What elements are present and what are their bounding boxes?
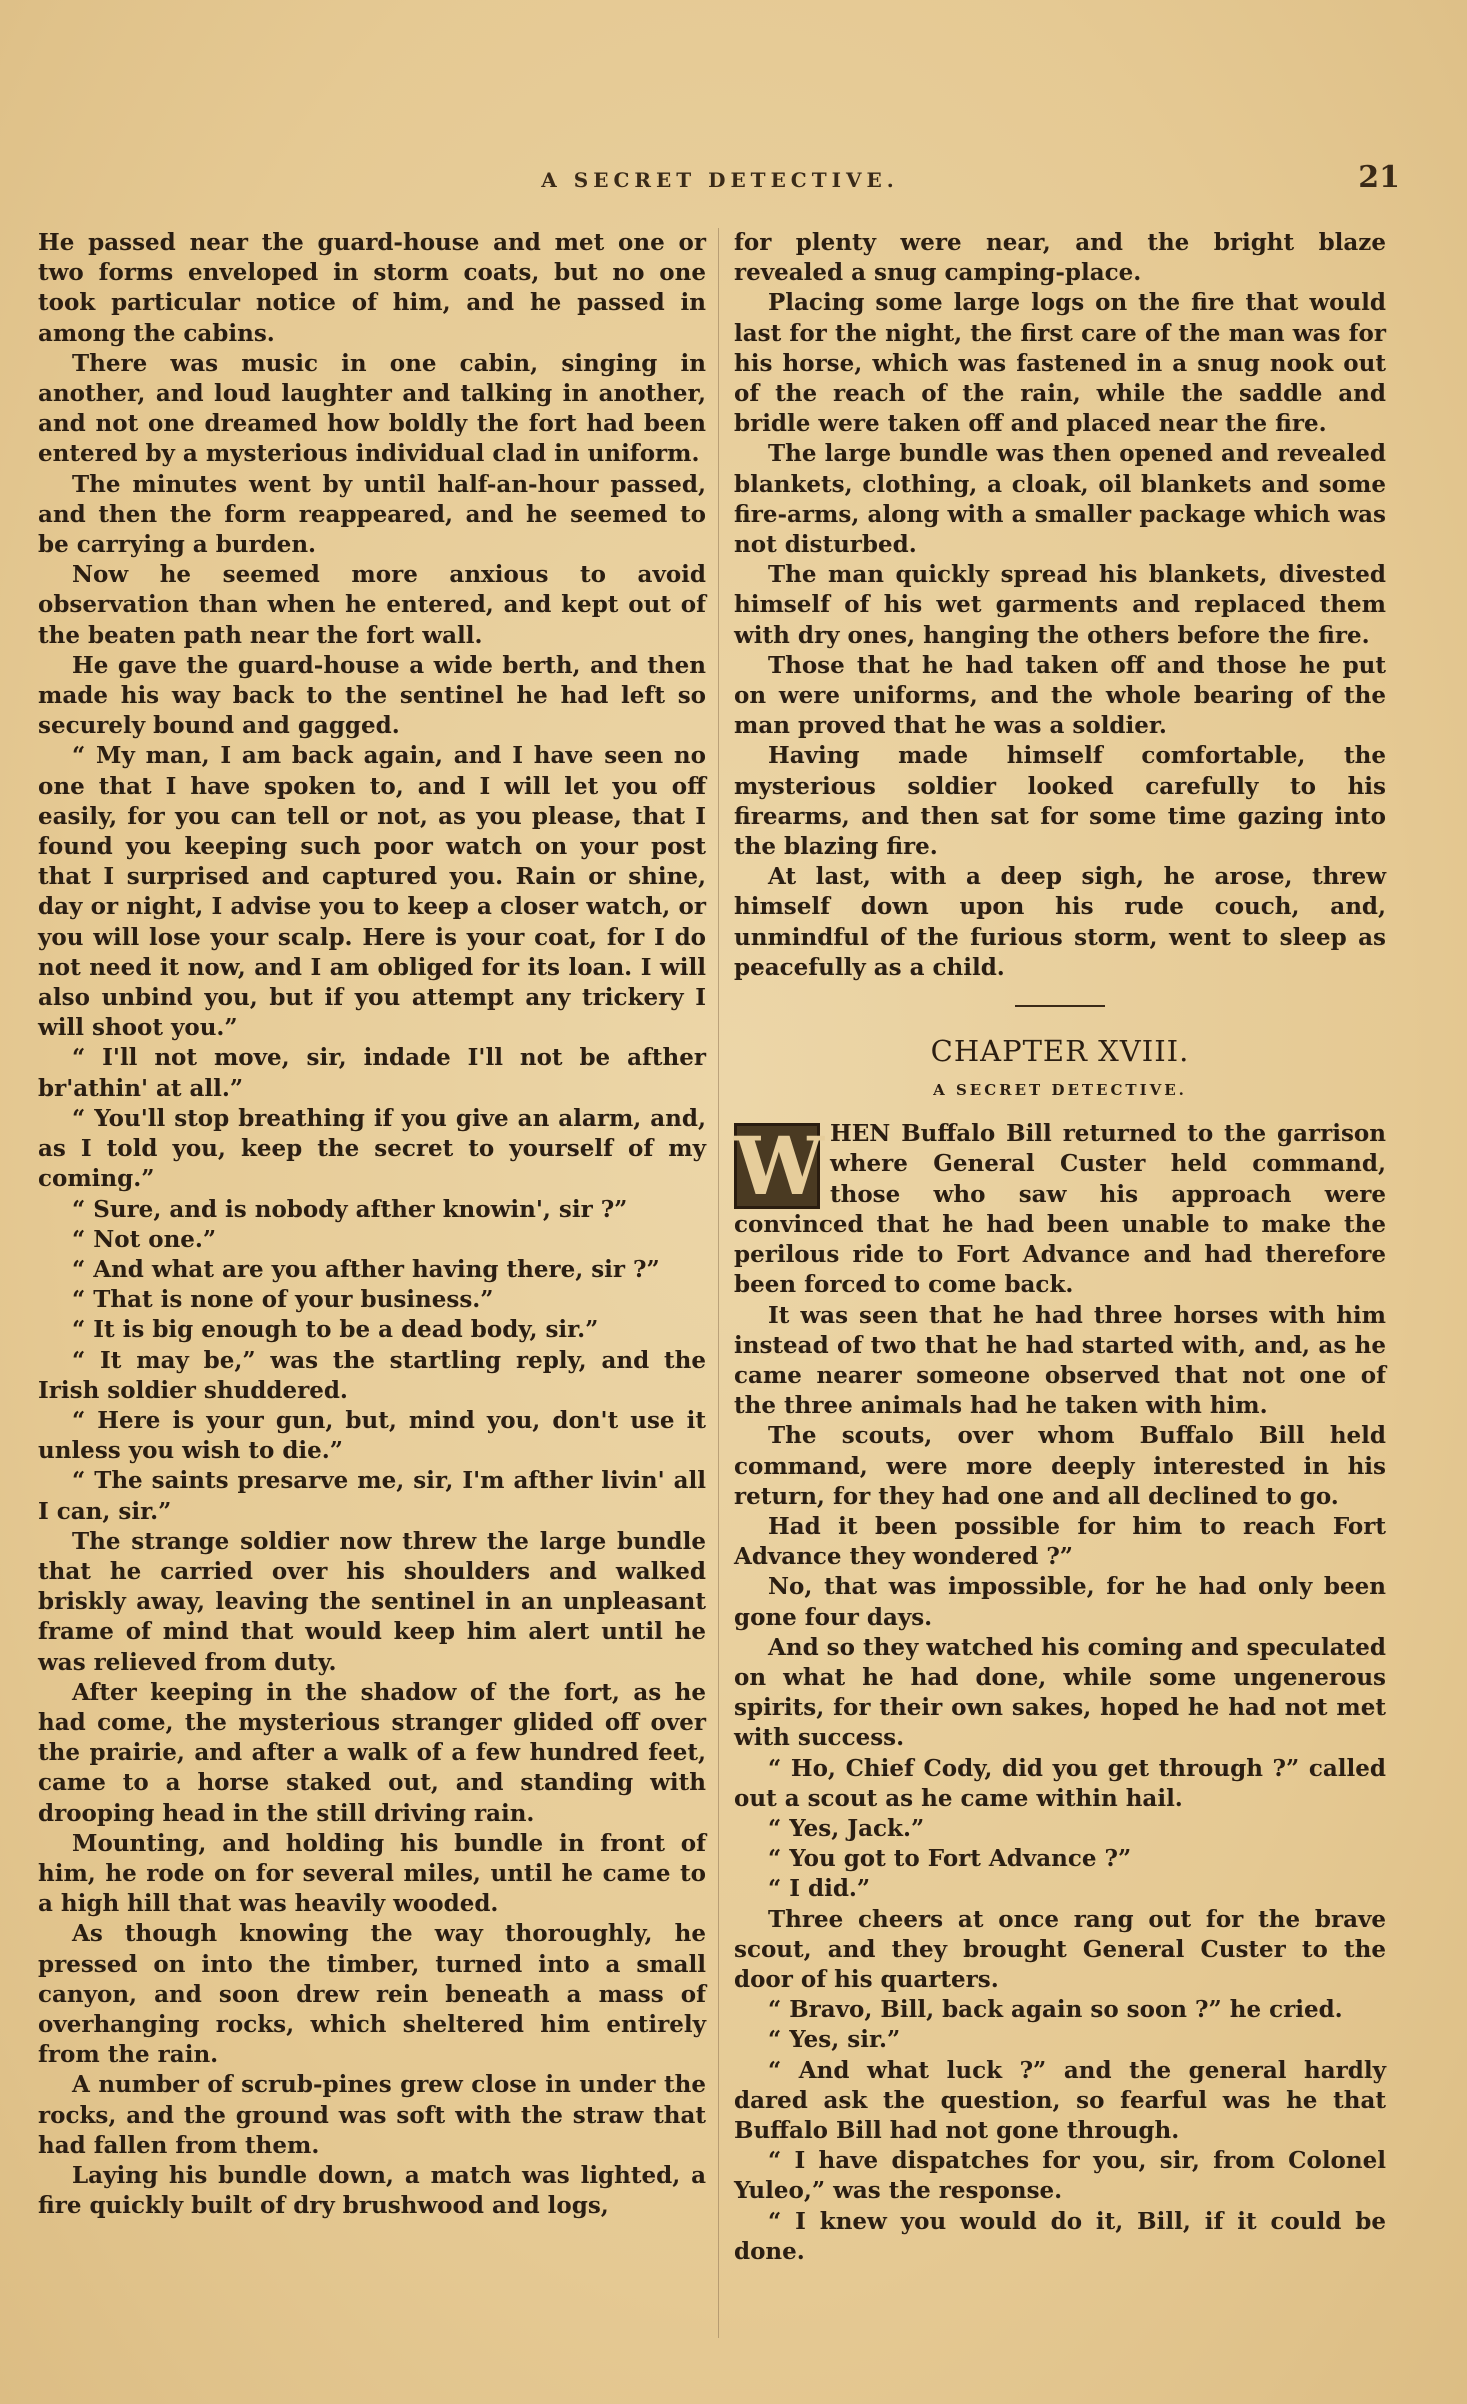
column-divider: [718, 228, 719, 2338]
paragraph: Now he seemed more anxious to avoid observation than when he entered, and kept out of the beaten path near the fort wall.: [38, 561, 706, 649]
paragraph: He gave the guard-house a wide berth, and then made his way back to the sentinel he had left so securely bound and gagged.: [38, 651, 706, 740]
paragraph: “ I have dispatches for you, sir, from Colonel Yuleo,” was the response.: [734, 2147, 1386, 2205]
paragraph: Mounting, and holding his bundle in front of him, he rode on for several miles, until he came to a high hill that was heavily wooded.: [38, 1829, 706, 1918]
paragraph: “ And what luck ?” and the general hardly dared ask the question, so fearful was he that Buffalo Bill had not gone through.: [734, 2056, 1386, 2144]
paragraph: The large bundle was then opened and revealed blankets, clothing, a cloak, oil blankets and some fire-arms, along with a smaller package which was not disturbed.: [734, 440, 1386, 559]
paragraph: There was music in one cabin, singing in another, and loud laughter and talking in another, and not one dreamed how boldly the fort had been entered by a mysterious individual clad in uniform.: [38, 349, 706, 468]
right-column: [734, 228, 1386, 2267]
paragraph: No, that was impossible, for he had only been gone four days.: [734, 1573, 1386, 1631]
paragraph: The minutes went by until half-an-hour passed, and then the form reappeared, and he seemed to be carrying a burden.: [38, 470, 706, 559]
paragraph: “ You'll stop breathing if you give an alarm, and, as I told you, keep the secret to yourself of my coming.”: [38, 1104, 706, 1193]
dropcap-letter: W: [734, 1119, 824, 1214]
page-header: [40, 160, 1400, 200]
paragraph: “ Bravo, Bill, back again so soon ?” he cried.: [768, 1996, 1343, 2024]
section-rule: [1015, 1005, 1105, 1007]
paragraph: “ I did.”: [768, 1875, 871, 1903]
paragraph: The man quickly spread his blankets, divested himself of his wet garments and replaced them with dry ones, hanging the others before the fire.: [734, 561, 1386, 649]
paragraph: “ Ho, Chief Cody, did you get through ?” called out a scout as he came within hail.: [734, 1754, 1386, 1812]
paragraph: “ Not one.”: [72, 1225, 217, 1253]
paragraph: “ It may be,” was the startling reply, and the Irish soldier shuddered.: [38, 1346, 706, 1404]
paragraph: “ I'll not move, sir, indade I'll not be afther br'athin' at all.”: [38, 1044, 706, 1102]
paragraph: Laying his bundle down, a match was lighted, a fire quickly built of dry brushwood and logs,: [38, 2162, 706, 2220]
paragraph: Those that he had taken off and those he put on were uniforms, and the whole bearing of the man proved that he was a soldier.: [734, 651, 1386, 740]
paragraph: Had it been possible for him to reach Fort Advance they wondered ?”: [734, 1512, 1386, 1571]
paragraph: for plenty were near, and the bright blaze revealed a snug camping-place.: [734, 229, 1386, 287]
paragraph: Placing some large logs on the fire that would last for the night, the first care of the man was for his horse, which was fastened in a snug nook out of the reach of the rain, while the saddle and bridle were taken off and placed near the fire.: [734, 289, 1386, 438]
paragraph: As though knowing the way thoroughly, he pressed on into the timber, turned into a small canyon, and soon drew rein beneath a mass of overhanging rocks, which sheltered him entirely from the rain.: [38, 1920, 706, 2069]
paragraph: “ Yes, Jack.”: [768, 1814, 925, 1842]
paragraph: A number of scrub-pines grew close in under the rocks, and the ground was soft with the straw that had fallen from them.: [38, 2071, 706, 2159]
running-head: A SECRET DETECTIVE.: [541, 168, 899, 192]
paragraph: “ My man, I am back again, and I have seen no one that I have spoken to, and I will let you off easily, for you can tell or not, as you please, that I found you keeping such poor watch on your post that I surprised and captured you. Rain or shine, day or night, I advise you to keep a closer watch, or you will lose your scalp. Here is your coat, for I do not need it now, and I am obliged for its loan. I will also unbind you, but if you attempt any trickery I will shoot you.”: [38, 742, 706, 1042]
paragraph: Three cheers at once rang out for the brave scout, and they brought General Custer to the door of his quarters.: [734, 1905, 1386, 1993]
paragraph: Having made himself comfortable, the mysterious soldier looked carefully to his firearms, and then sat for some time gazing into the blazing fire.: [734, 742, 1386, 861]
chapter-title: CHAPTER XVIII.: [930, 1034, 1190, 1069]
paragraph: He passed near the guard-house and met one or two forms enveloped in storm coats, but no one took particular notice of him, and he passed in among the cabins.: [38, 229, 706, 347]
paragraph: “ Yes, sir.”: [768, 2026, 901, 2054]
paragraph: “ Here is your gun, but, mind you, don't use it unless you wish to die.”: [38, 1406, 706, 1465]
paragraph: It was seen that he had three horses with him instead of two that he had started with, and, as he came nearer someone observed that not one of the three animals had he taken with him.: [734, 1301, 1386, 1420]
paragraph: “ The saints presarve me, sir, I'm afther livin' all I can, sir.”: [38, 1467, 706, 1525]
paragraph: “ Sure, and is nobody afther knowin', sir ?”: [72, 1195, 628, 1223]
paragraph: The strange soldier now threw the large bundle that he carried over his shoulders and walked briskly away, leaving the sentinel in an unpleasant frame of mind that would keep him alert until he was relieved from duty.: [38, 1527, 706, 1676]
left-column: [38, 228, 706, 2221]
paragraph: “ It is big enough to be a dead body, sir.”: [72, 1316, 599, 1344]
paragraph: At last, with a deep sigh, he arose, threw himself down upon his rude couch, and, unmindful of the furious storm, went to sleep as peacefully as a child.: [734, 863, 1386, 981]
paragraph: After keeping in the shadow of the fort, as he had come, the mysterious stranger glided off over the prairie, and after a walk of a few hundred feet, came to a horse staked out, and standing with drooping head in the still driving rain.: [38, 1678, 706, 1827]
paragraph: “ I knew you would do it, Bill, if it could be done.: [734, 2207, 1386, 2265]
paragraph: “ That is none of your business.”: [72, 1286, 494, 1314]
paragraph: “ And what are you afther having there, sir ?”: [72, 1255, 660, 1283]
paragraph: “ You got to Fort Advance ?”: [768, 1845, 1132, 1873]
paragraph: The scouts, over whom Buffalo Bill held command, were more deeply interested in his return, for they had one and all declined to go.: [734, 1422, 1386, 1510]
chapter-subtitle: A SECRET DETECTIVE.: [933, 1081, 1187, 1100]
chapter-opening-paragraph: [734, 1119, 1386, 1300]
paragraph: And so they watched his coming and speculated on what he had done, while some ungenerous spirits, for their own sakes, hoped he had not met with success.: [734, 1633, 1386, 1752]
opening-text: HEN Buffalo Bill returned to the garrison where General Custer held command, those who saw his approach were convinced that he had been unable to make the perilous ride to Fort Advance and had therefore been forced to come back.: [734, 1120, 1386, 1299]
page-number: 21: [1358, 160, 1400, 195]
